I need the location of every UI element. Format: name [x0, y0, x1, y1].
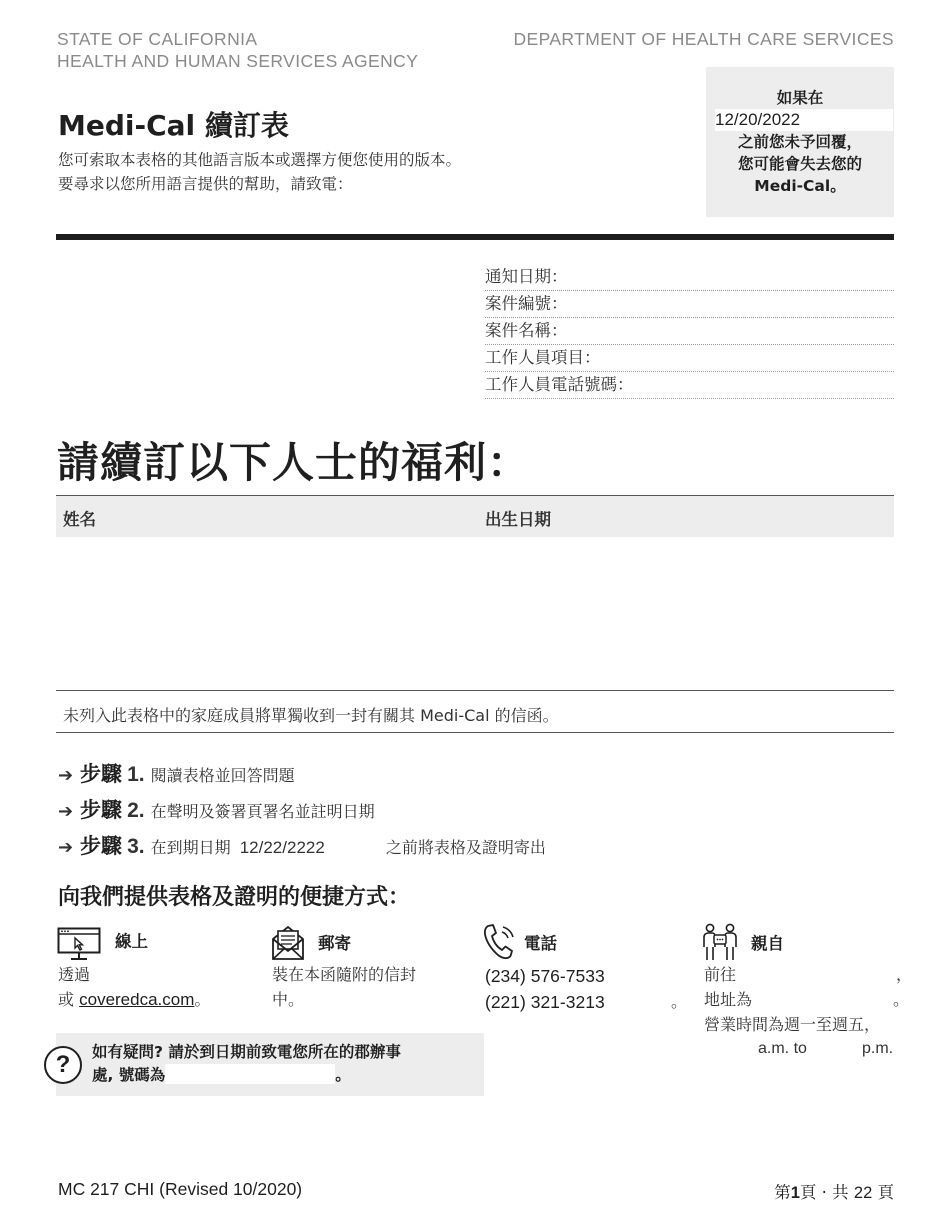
column-name: 姓名 — [63, 510, 96, 529]
household-note: 未列入此表格中的家庭成員將單獨收到一封有關其 Medi-Cal 的信函。 — [56, 690, 894, 733]
people-icon — [702, 923, 738, 961]
envelope-icon — [271, 923, 305, 961]
deadline-date: 12/20/2022 — [715, 109, 893, 131]
column-dob: 出生日期 — [485, 510, 551, 529]
page-suffix: 頁 — [877, 1183, 894, 1202]
coveredca-link[interactable]: coveredca.com — [79, 990, 195, 1009]
deadline-line-3: 您可能會失去您的 — [737, 155, 862, 173]
subtitle-line-2: 要尋求以您所用語言提供的幫助，請致電： — [58, 175, 353, 193]
step-number: 3. — [127, 835, 145, 858]
page-indicator — [774, 1179, 894, 1203]
due-date: 12/22/2222 — [239, 838, 325, 857]
hours-am: a.m. to — [758, 1040, 807, 1057]
phone-period: 。 — [671, 992, 688, 1011]
step-label: 步驟 — [80, 834, 122, 858]
arrow-right-icon: ➔ — [58, 765, 74, 786]
question-icon: ? — [44, 1046, 82, 1084]
form-title: Medi-Cal 續訂表 — [58, 109, 289, 142]
mail-line-1: 裝在本函隨附的信封 — [272, 965, 417, 984]
step-label: 步驟 — [80, 762, 122, 786]
questions-line-1: 如有疑問? 請於到日期前致電您所在的郡辦事 — [92, 1043, 401, 1061]
page-middle: 頁 · 共 — [799, 1183, 849, 1202]
online-prefix: 或 — [58, 990, 75, 1009]
step-number: 2. — [127, 799, 145, 822]
step-text-after: 之前將表格及證明寄出 — [385, 838, 546, 857]
phone-number-1[interactable]: (234) 576-7533 — [485, 966, 605, 986]
deadline-line-2: 之前您未予回覆， — [737, 133, 862, 151]
step-1 — [58, 758, 295, 788]
submission-methods-heading: 向我們提供表格及證明的便捷方式： — [58, 885, 411, 910]
in-person-title: 親自 — [751, 934, 784, 953]
agency-line-1: STATE OF CALIFORNIA — [57, 29, 258, 49]
agency-line-2: HEALTH AND HUMAN SERVICES AGENCY — [57, 51, 419, 71]
in-person-line-1-end: ， — [896, 965, 913, 984]
arrow-right-icon: ➔ — [58, 837, 74, 858]
questions-line-2: 處, 號碼為 — [92, 1066, 166, 1084]
response-deadline-box — [706, 67, 894, 217]
phone-number-2[interactable]: (221) 321-3213 — [485, 992, 605, 1012]
page-total: 22 — [853, 1184, 873, 1202]
phone-title: 電話 — [524, 934, 557, 953]
case-number-field[interactable]: 案件編號： — [485, 291, 894, 318]
step-3 — [58, 830, 546, 860]
case-name-field[interactable]: 案件名稱： — [485, 318, 894, 345]
deadline-line-4: Medi-Cal。 — [754, 177, 846, 195]
in-person-line-1: 前往 — [704, 965, 737, 984]
department-name: DEPARTMENT OF HEALTH CARE SERVICES — [513, 29, 894, 49]
mail-title: 郵寄 — [318, 934, 351, 953]
step-2 — [58, 794, 375, 824]
step-number: 1. — [127, 763, 145, 786]
step-text: 閱讀表格並回答問題 — [150, 766, 295, 785]
step-text: 在聲明及簽署頁署名並註明日期 — [150, 802, 375, 821]
renewal-heading: 請續訂以下人士的福利： — [57, 438, 531, 487]
questions-text — [92, 1041, 472, 1087]
notice-date-field[interactable]: 通知日期： — [485, 264, 894, 291]
worker-phone-field[interactable]: 工作人員電話號碼： — [485, 372, 894, 399]
online-line-1: 透過 — [58, 965, 91, 984]
step-label: 步驟 — [80, 798, 122, 822]
mail-text — [272, 962, 416, 1012]
arrow-right-icon: ➔ — [58, 801, 74, 822]
renewal-table-header — [56, 495, 894, 537]
hours-pm: p.m. — [862, 1040, 894, 1057]
in-person-line-2: 地址為 — [704, 990, 753, 1009]
form-id: MC 217 CHI (Revised 10/2020) — [58, 1179, 303, 1199]
phone-icon — [481, 923, 517, 961]
mail-line-2: 中。 — [272, 990, 305, 1009]
in-person-line-2-end: 。 — [893, 990, 910, 1009]
questions-end: 。 — [335, 1066, 351, 1084]
online-suffix: 。 — [194, 990, 211, 1009]
page-number: 1 — [790, 1184, 800, 1202]
page-prefix: 第 — [774, 1183, 791, 1202]
online-text — [58, 962, 210, 1012]
worker-item-field[interactable]: 工作人員項目： — [485, 345, 894, 372]
online-title: 線上 — [115, 932, 148, 951]
deadline-line-1: 如果在 — [776, 89, 824, 107]
county-phone-blank[interactable] — [165, 1064, 335, 1084]
step-text: 在到期日期 — [150, 838, 231, 857]
subtitle-line-1: 您可索取本表格的其他語言版本或選擇方便您使用的版本。 — [58, 151, 462, 169]
header-divider — [56, 234, 894, 240]
business-hours: 營業時間為週一至週五， — [704, 1015, 881, 1034]
computer-icon — [57, 927, 101, 961]
agency-name — [57, 28, 418, 72]
